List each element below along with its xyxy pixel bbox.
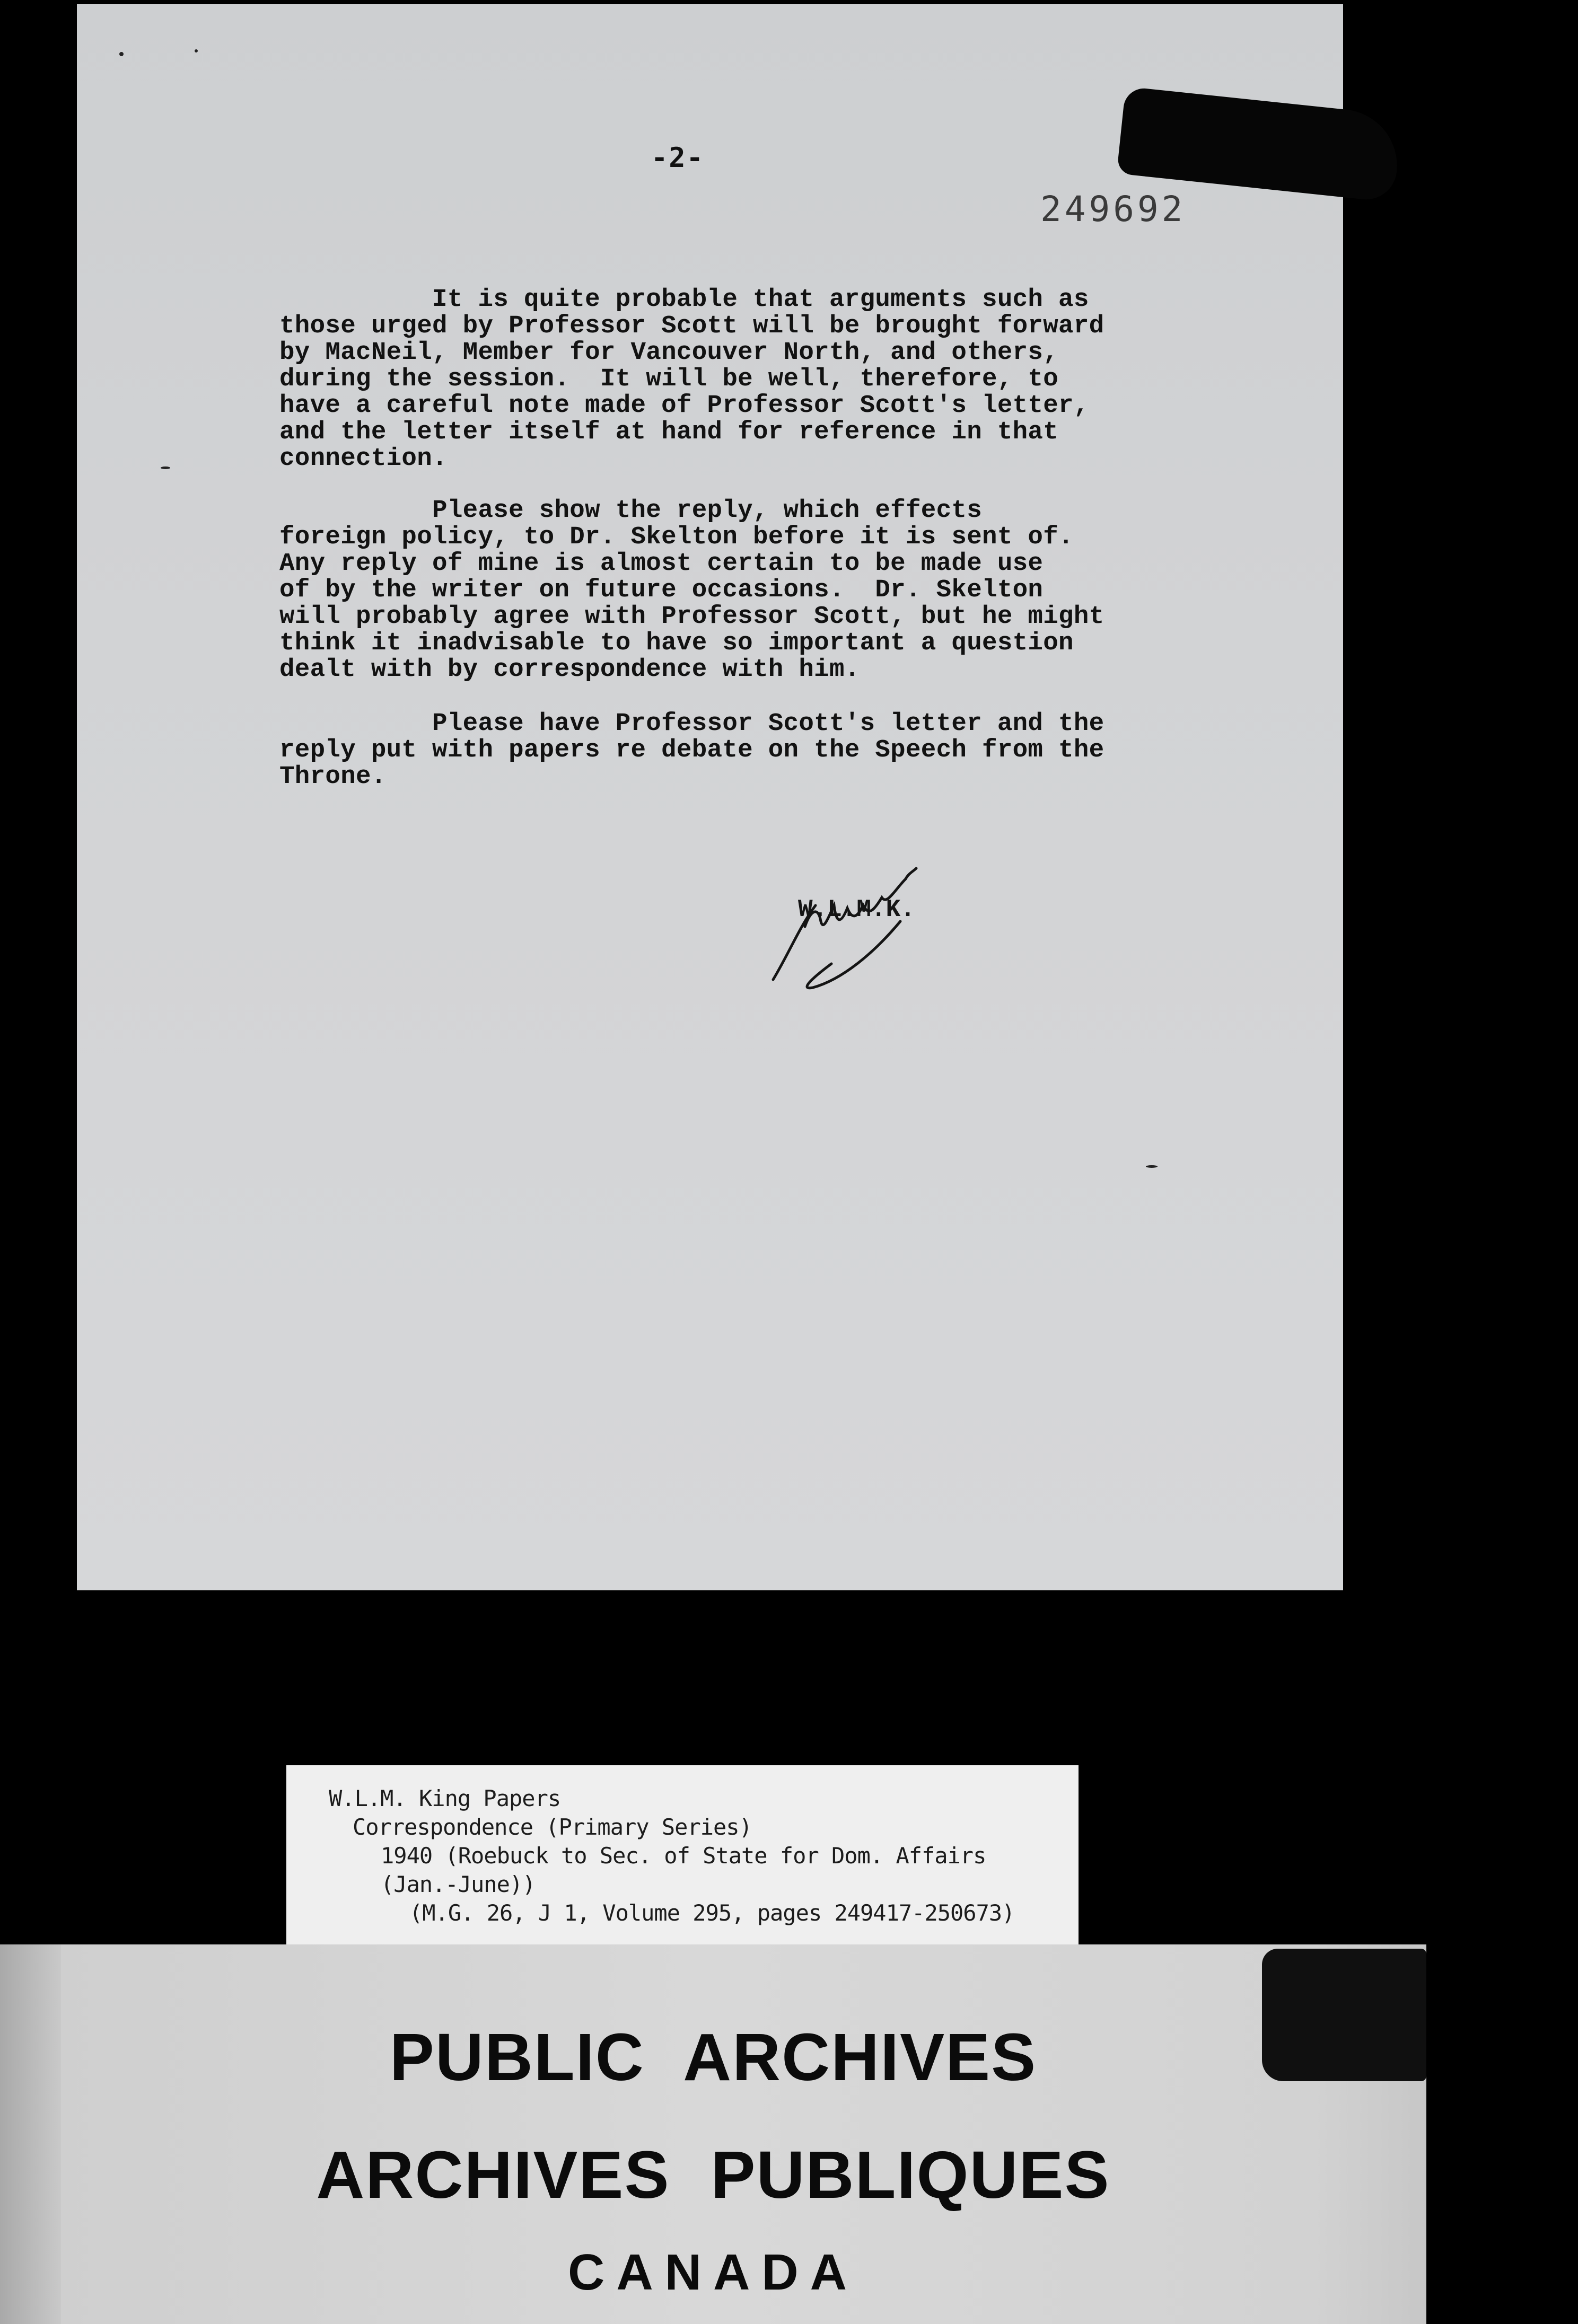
document-number: 249692 [1040, 189, 1186, 230]
label-line-1: W.L.M. King Papers [329, 1785, 561, 1811]
label-line-5: (M.G. 26, J 1, Volume 295, pages 249417-250673) [409, 1900, 1015, 1926]
paragraph-1: It is quite probable that arguments such as those urged by Professor Scott will be brought forward by MacNeil, Member for Vancouver North, and others, during the session. It will be well, therefore, to have a careful note made of Professor Scott's letter, and the letter itself at hand for reference in that connection. [279, 285, 1104, 473]
paragraph-2: Please show the reply, which effects foreign policy, to Dr. Skelton before it is sent of. Any reply of mine is almost certain to be made use of by the writer on future occasions. Dr. Skelton will probably agree with Professor Scott, but he might think it inadvisable to have so important a question dealt with by correspondence with him. [279, 496, 1104, 684]
archive-label-card [286, 1765, 1079, 1946]
typed-initials: W.L.M.K. [798, 896, 915, 923]
banner-title-french: ARCHIVES PUBLIQUES [316, 2137, 1110, 2212]
label-line-2: Correspondence (Primary Series) [353, 1814, 752, 1840]
speck [1146, 1165, 1158, 1168]
label-line-4: (Jan.-June)) [381, 1871, 536, 1897]
label-line-3: 1940 (Roebuck to Sec. of State for Dom. Affairs [381, 1843, 986, 1869]
paragraph-3: Please have Professor Scott's letter and the reply put with papers re debate on the Speech from the Throne. [279, 709, 1104, 791]
page-number: -2- [651, 142, 704, 174]
handwritten-signature [768, 847, 959, 996]
speck [195, 49, 198, 52]
speck [161, 466, 170, 469]
redaction-mark [1117, 86, 1402, 203]
speck [119, 52, 124, 56]
banner-title-english: PUBLIC ARCHIVES [389, 2020, 1037, 2094]
banner-country: CANADA [568, 2244, 858, 2301]
letter-page [77, 4, 1343, 1590]
